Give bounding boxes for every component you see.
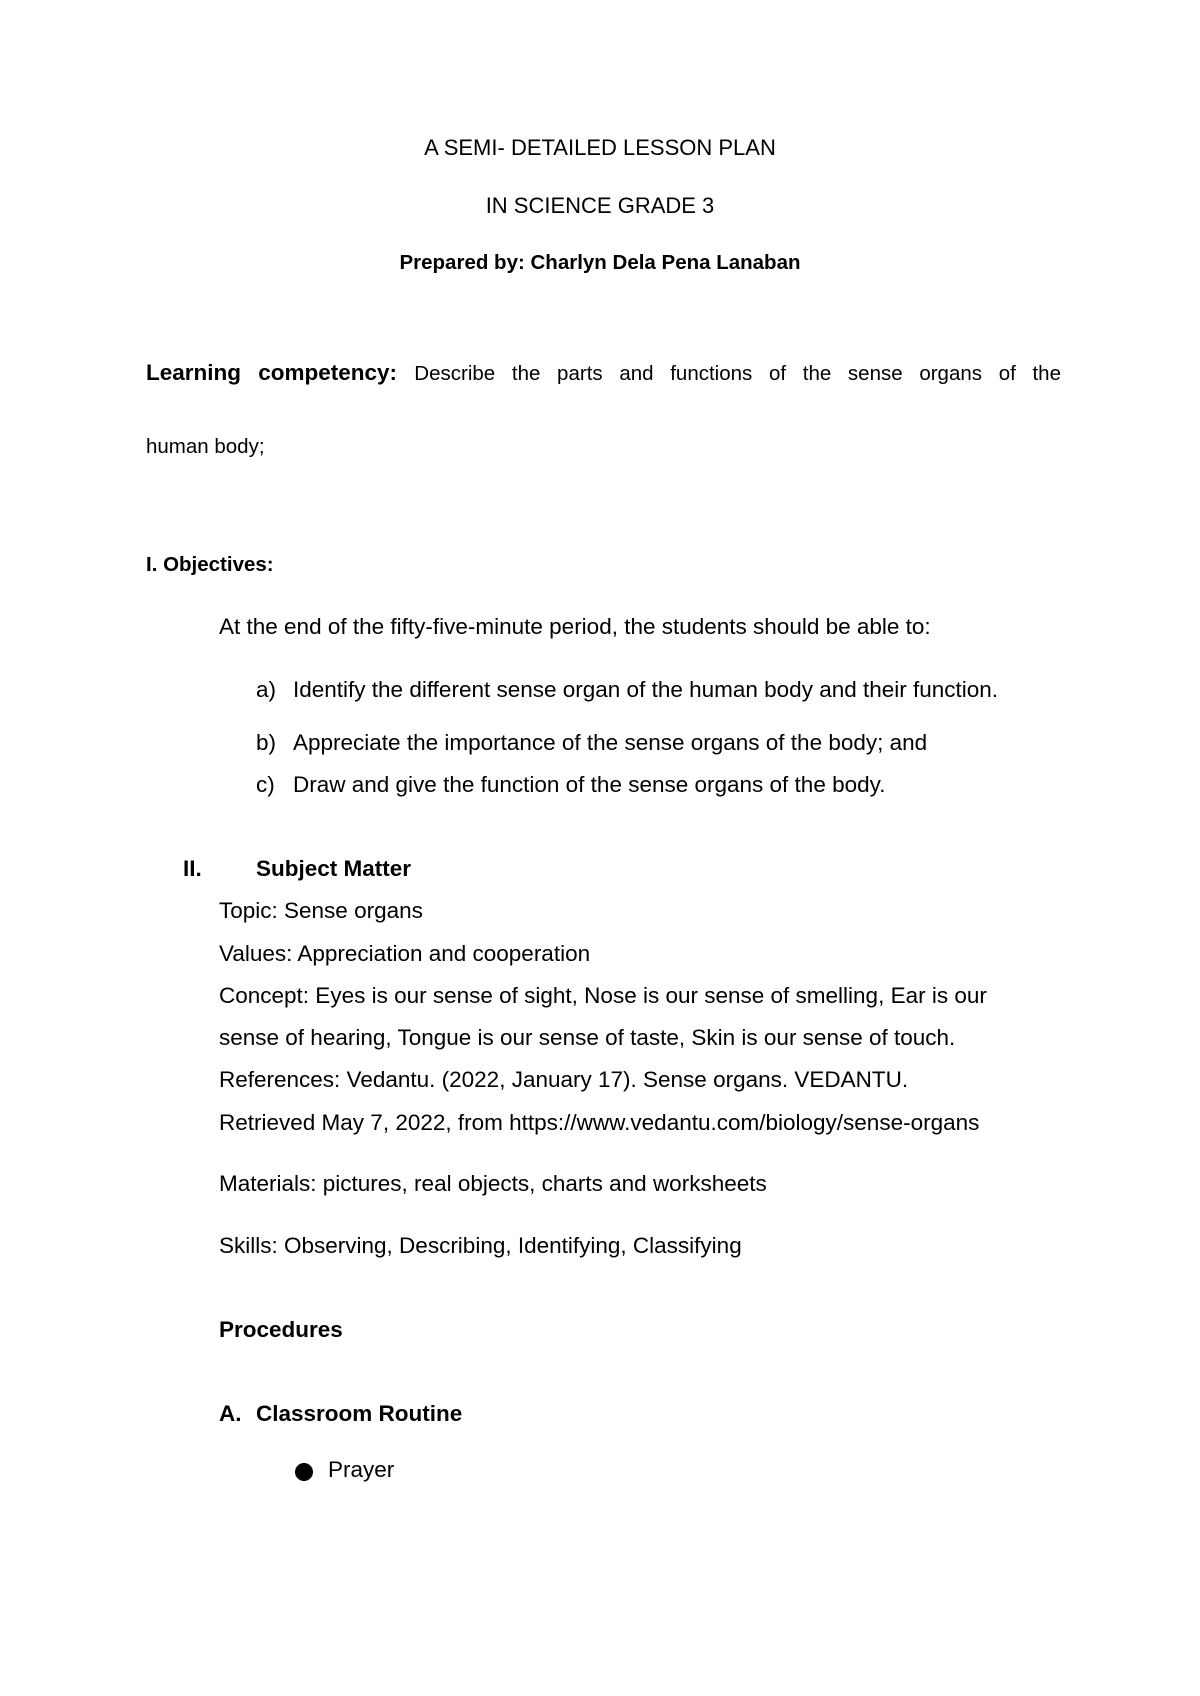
objective-marker-a: a) [256,677,277,702]
objective-item-c: Draw and give the function of the sense organs of the body. [293,772,886,797]
competency-label: Learning competency: [146,360,398,385]
procedures-heading: Procedures [219,1317,343,1342]
section-a-heading: Classroom Routine [256,1401,463,1426]
objectives-heading: I. Objectives: [146,553,274,576]
competency-line-1 [146,360,1061,386]
objective-marker-b: b) [256,730,277,755]
section-a-marker: A. [219,1401,242,1426]
competency-line-2: human body; [146,435,265,458]
bullet-item-prayer: Prayer [328,1457,395,1482]
objectives-intro: At the end of the fifty-five-minute period, the students should be able to: [219,614,931,639]
values-line: Values: Appreciation and cooperation [219,941,591,966]
references-line-1: References: Vedantu. (2022, January 17). Sense organs. VEDANTU. [219,1067,909,1092]
concept-line-2: sense of hearing, Tongue is our sense of taste, Skin is our sense of touch. [219,1025,956,1050]
title-line-1: A SEMI- DETAILED LESSON PLAN [424,135,776,160]
subject-matter-heading: Subject Matter [256,856,412,881]
title-line-2: IN SCIENCE GRADE 3 [485,193,715,218]
materials-line: Materials: pictures, real objects, charts and worksheets [219,1171,767,1196]
references-line-2: Retrieved May 7, 2022, from https://www.vedantu.com/biology/sense-organs [219,1110,980,1135]
prepared-by: Prepared by: Charlyn Dela Pena Lanaban [399,251,801,274]
topic-line: Topic: Sense organs [219,898,423,923]
skills-line: Skills: Observing, Describing, Identifying, Classifying [219,1233,742,1258]
subject-matter-numeral: II. [183,856,202,881]
concept-line-1: Concept: Eyes is our sense of sight, Nose is our sense of smelling, Ear is our [219,983,987,1008]
bullet-icon [295,1463,313,1481]
objective-marker-c: c) [256,772,275,797]
objective-item-b: Appreciate the importance of the sense organs of the body; and [293,730,928,755]
objective-item-a: Identify the different sense organ of the human body and their function. [293,677,999,702]
competency-text: Describe the parts and functions of the sense organs of the [414,362,1061,385]
